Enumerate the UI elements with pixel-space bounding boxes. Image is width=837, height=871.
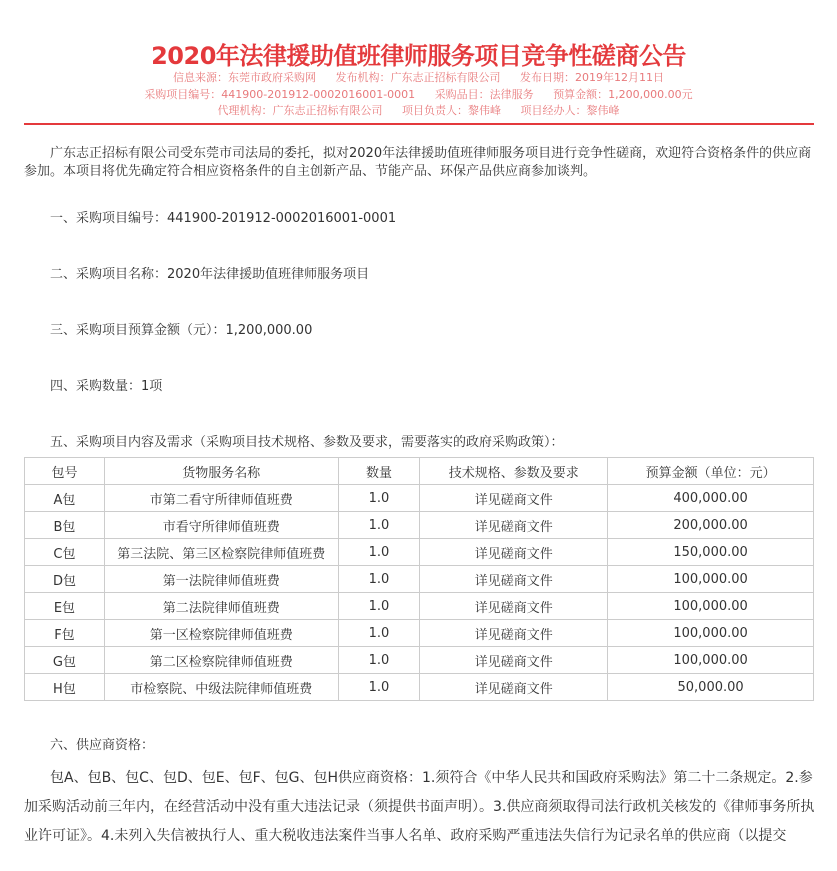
header-budget: 预算金额（单位：元） [608, 458, 814, 485]
cell-quantity: 1.0 [338, 647, 420, 674]
cell-budget: 200,000.00 [608, 512, 814, 539]
cell-budget: 100,000.00 [608, 566, 814, 593]
cell-budget: 50,000.00 [608, 674, 814, 701]
meta-category: 采购品目：法律服务 [434, 88, 534, 101]
qualification-paragraph: 包A、包B、包C、包D、包E、包F、包G、包H供应商资格：1.须符合《中华人民共和国政府采购法》第二十二条规定。2.参加采购活动前三年内，在经营活动中没有重大违法记录（须提供书面声明）。3.供应商须取得司法行政机关核发的《律师事务所执业许可证》。4.未列入失信被执行人、重大税收违法案件当事人名单、政府采购严重违法失信行为记录名单的供应商（以提交 [24, 770, 815, 844]
cell-specs: 详见磋商文件 [420, 485, 608, 512]
meta-budget: 预算金额：1,200,000.00元 [553, 88, 693, 101]
section-project-name: 二、采购项目名称：2020年法律援助值班律师服务项目 [50, 267, 370, 282]
cell-quantity: 1.0 [338, 620, 420, 647]
cell-budget: 100,000.00 [608, 647, 814, 674]
meta-row-project [0, 86, 837, 102]
cell-lot: H包 [25, 674, 105, 701]
table-row [25, 485, 814, 512]
header-service-name: 货物服务名称 [104, 458, 338, 485]
cell-budget: 100,000.00 [608, 620, 814, 647]
cell-lot: B包 [25, 512, 105, 539]
cell-lot: G包 [25, 647, 105, 674]
cell-service-name: 第一区检察院律师值班费 [104, 620, 338, 647]
cell-specs: 详见磋商文件 [420, 512, 608, 539]
cell-budget: 400,000.00 [608, 485, 814, 512]
meta-project-number: 采购项目编号：441900-201912-0002016001-0001 [144, 88, 416, 101]
table-header-row [25, 458, 814, 485]
meta-project-lead: 项目负责人：黎伟峰 [402, 104, 501, 117]
notice-header [0, 0, 837, 127]
lots-table [24, 457, 814, 701]
cell-service-name: 市看守所律师值班费 [104, 512, 338, 539]
cell-quantity: 1.0 [338, 539, 420, 566]
header-quantity: 数量 [338, 458, 420, 485]
cell-budget: 150,000.00 [608, 539, 814, 566]
header-lot: 包号 [25, 458, 105, 485]
cell-quantity: 1.0 [338, 593, 420, 620]
table-row [25, 593, 814, 620]
cell-service-name: 市检察院、中级法院律师值班费 [104, 674, 338, 701]
cell-service-name: 第三法院、第三区检察院律师值班费 [104, 539, 338, 566]
cell-quantity: 1.0 [338, 485, 420, 512]
meta-row-agent [0, 102, 837, 118]
header-specs: 技术规格、参数及要求 [420, 458, 608, 485]
cell-specs: 详见磋商文件 [420, 593, 608, 620]
notice-title: 2020年法律援助值班律师服务项目竞争性磋商公告 [151, 42, 686, 70]
section-project-number: 一、采购项目编号：441900-201912-0002016001-0001 [50, 211, 397, 226]
section-supplier-qualification: 六、供应商资格： [50, 738, 155, 753]
cell-lot: E包 [25, 593, 105, 620]
meta-publisher: 发布机构：广东志正招标有限公司 [335, 71, 501, 84]
cell-quantity: 1.0 [338, 566, 420, 593]
cell-service-name: 第二法院律师值班费 [104, 593, 338, 620]
table-row [25, 647, 814, 674]
cell-specs: 详见磋商文件 [420, 620, 608, 647]
cell-lot: D包 [25, 566, 105, 593]
cell-service-name: 第一法院律师值班费 [104, 566, 338, 593]
meta-publish-date: 发布日期：2019年12月11日 [520, 71, 664, 84]
cell-service-name: 第二区检察院律师值班费 [104, 647, 338, 674]
intro-paragraph: 广东志正招标有限公司受东莞市司法局的委托，拟对2020年法律援助值班律师服务项目进行竞争性磋商，欢迎符合资格条件的供应商参加。本项目将优先确定符合相应资格条件的自主创新产品、节能产品、环保产品供应商参加谈判。 [24, 146, 812, 179]
cell-specs: 详见磋商文件 [420, 647, 608, 674]
meta-source: 信息来源：东莞市政府采购网 [173, 71, 316, 84]
meta-agency: 代理机构：广东志正招标有限公司 [217, 104, 383, 117]
meta-project-handler: 项目经办人：黎伟峰 [520, 104, 620, 117]
cell-service-name: 市第二看守所律师值班费 [104, 485, 338, 512]
cell-quantity: 1.0 [338, 674, 420, 701]
cell-budget: 100,000.00 [608, 593, 814, 620]
cell-quantity: 1.0 [338, 512, 420, 539]
table-row [25, 674, 814, 701]
section-quantity: 四、采购数量：1项 [50, 379, 163, 394]
cell-lot: F包 [25, 620, 105, 647]
meta-row-source [0, 69, 837, 85]
table-row [25, 620, 814, 647]
title-divider [24, 123, 814, 125]
cell-lot: C包 [25, 539, 105, 566]
section-budget: 三、采购项目预算金额（元）：1,200,000.00 [50, 323, 313, 338]
table-row [25, 512, 814, 539]
table-row [25, 539, 814, 566]
cell-specs: 详见磋商文件 [420, 674, 608, 701]
cell-specs: 详见磋商文件 [420, 539, 608, 566]
section-requirements: 五、采购项目内容及需求（采购项目技术规格、参数及要求，需要落实的政府采购政策）： [50, 435, 564, 450]
cell-lot: A包 [25, 485, 105, 512]
cell-specs: 详见磋商文件 [420, 566, 608, 593]
table-row [25, 566, 814, 593]
